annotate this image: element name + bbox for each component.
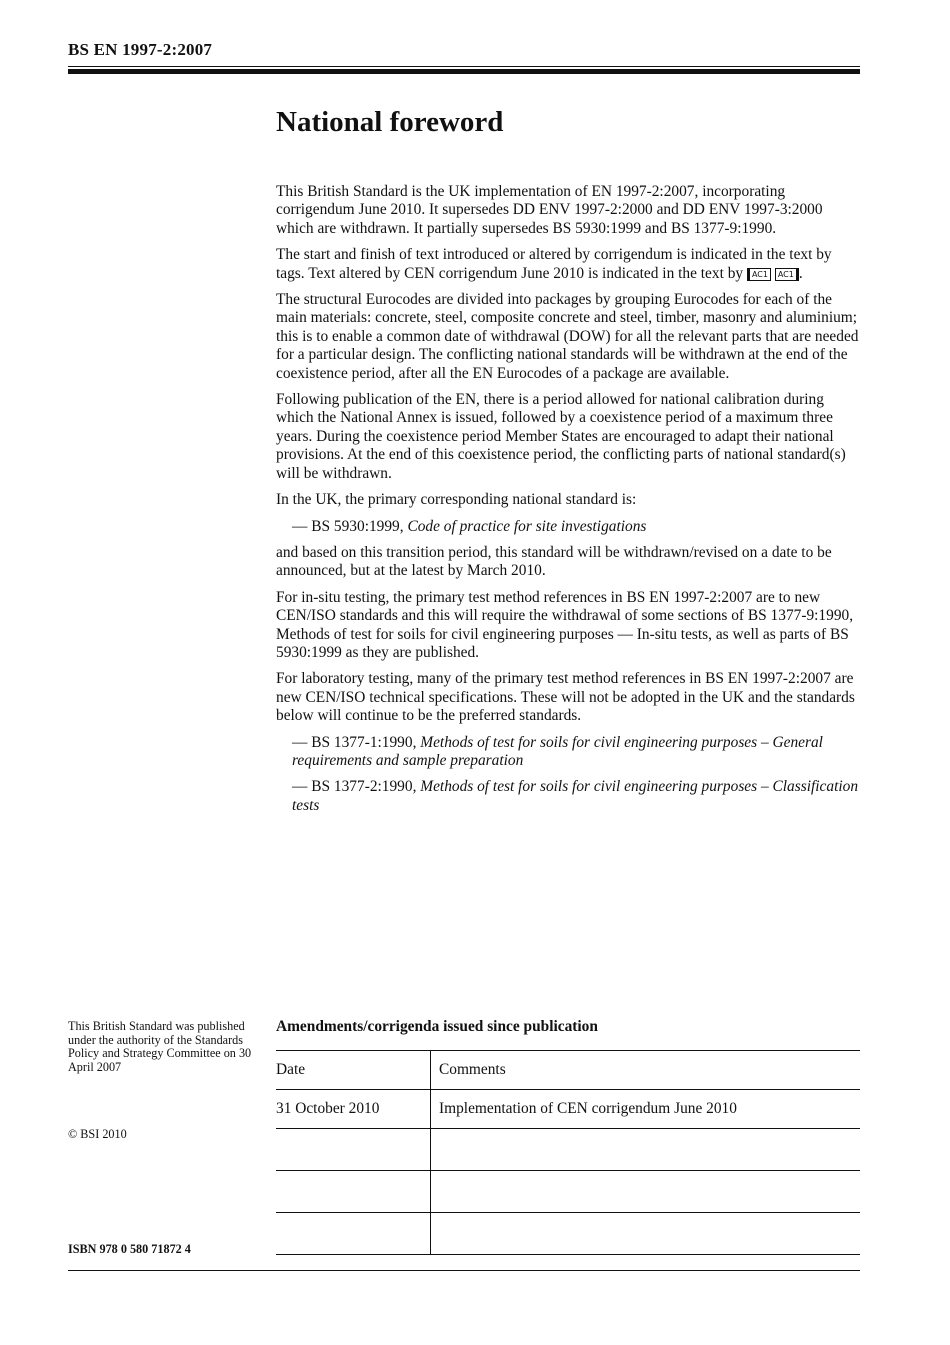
- list-item-title: Methods of test for soils for civil engineering purposes – Classification tests: [292, 778, 859, 814]
- page-title: National foreword: [276, 106, 504, 138]
- list-item-bs5930: [276, 518, 861, 536]
- amendment-comment: [431, 1213, 861, 1255]
- amendment-comment: [431, 1129, 861, 1171]
- paragraph-coexistence-period: Following publication of the EN, there is a period allowed for national calibration during which the National Annex is issued, followed by a coexistence period of a maximum three years. During the coexistence period Member States are encouraged to adapt their national provisions. At the end of this coexistence period, the conflicting parts of national standard(s) will be withdrawn.: [276, 391, 846, 482]
- list-item-title: Methods of test for soils for civil engineering purposes – General requirements and sample preparation: [292, 733, 823, 769]
- table-header-row: [276, 1051, 860, 1090]
- amendments-heading: Amendments/corrigenda issued since publication: [276, 1018, 598, 1035]
- paragraph-transition: and based on this transition period, this standard will be withdrawn/revised on a date to be announced, but at the latest by March 2010.: [276, 543, 832, 580]
- table-row: [276, 1171, 860, 1213]
- list-item-ref: — BS 1377-2:1990,: [292, 778, 421, 796]
- ac1-open-tag: AC1: [747, 268, 771, 281]
- corrigendum-tags-text: The start and finish of text introduced or altered by corrigendum is indicated in the text by tags. Text altered by CEN corrigendum June 2010 is indicated in the text by: [276, 246, 832, 282]
- amendment-comment: Implementation of CEN corrigendum June 2010: [431, 1090, 861, 1129]
- paragraph-in-situ-testing: For in-situ testing, the primary test method references in BS EN 1997-2:2007 are to new CEN/ISO standards and this will require the withdrawal of some sections of BS 1377-9:1990, Methods of test for soils for civil engineering purposes — In-situ tests, as well as parts of BS 5930:1999 as they are published.: [276, 588, 854, 661]
- list-item-bs1377-1: [276, 734, 861, 771]
- amendment-date: [276, 1129, 431, 1171]
- paragraph-laboratory-testing: For laboratory testing, many of the primary test method references in BS EN 1997-2:2007 are new CEN/ISO technical specifications. These will not be adopted in the UK and the standards below will continue to be the preferred standards.: [276, 670, 855, 725]
- list-item-title: Code of practice for site investigations: [407, 517, 647, 535]
- header-rule-thick: [68, 69, 860, 74]
- list-item-ref: — BS 1377-1:1990,: [292, 733, 421, 751]
- document-id: BS EN 1997-2:2007: [68, 40, 213, 59]
- footer-rule: [68, 1270, 860, 1271]
- table-row: [276, 1213, 860, 1255]
- isbn: ISBN 978 0 580 71872 4: [68, 1242, 191, 1256]
- paragraph-corrigendum-tags: [276, 246, 861, 283]
- header-rule-thin: [68, 66, 860, 67]
- amendments-table: [276, 1050, 860, 1255]
- publication-note: This British Standard was published under the authority of the Standards Policy and Strategy Committee on 30 April 2007: [68, 1019, 252, 1074]
- amendment-date: 31 October 2010: [276, 1090, 431, 1129]
- ac1-close-tag: AC1: [775, 268, 799, 281]
- amendment-date: [276, 1213, 431, 1255]
- table-row: [276, 1090, 860, 1129]
- list-item-ref: — BS 5930:1999,: [292, 517, 408, 535]
- amendment-date: [276, 1171, 431, 1213]
- table-row: [276, 1129, 860, 1171]
- paragraph-eurocode-packages: The structural Eurocodes are divided into packages by grouping Eurocodes for each of the main materials: concrete, steel, composite concrete and steel, timber, masonry and aluminium; this is to enable a common date of withdrawal (DOW) for all the relevant parts that are needed for a particular design. The conflicting national standards will be withdrawn at the end of the coexistence period, after all the EN Eurocodes of a package are available.: [276, 291, 859, 382]
- foreword-body: [276, 183, 861, 815]
- copyright-notice: © BSI 2010: [68, 1127, 127, 1141]
- column-header-date: Date: [276, 1051, 431, 1090]
- paragraph-uk-standard: In the UK, the primary corresponding national standard is:: [276, 491, 637, 509]
- list-item-bs1377-2: [276, 778, 861, 815]
- paragraph-implementation: This British Standard is the UK implementation of EN 1997-2:2007, incorporating corrigendum June 2010. It supersedes DD ENV 1997-2:2000 and DD ENV 1997-3:2000 which are withdrawn. It partially supersedes BS 5930:1999 and BS 1377-9:1990.: [276, 183, 823, 237]
- amendment-comment: [431, 1171, 861, 1213]
- corrigendum-tags-suffix: .: [798, 264, 803, 282]
- column-header-comments: Comments: [431, 1051, 861, 1090]
